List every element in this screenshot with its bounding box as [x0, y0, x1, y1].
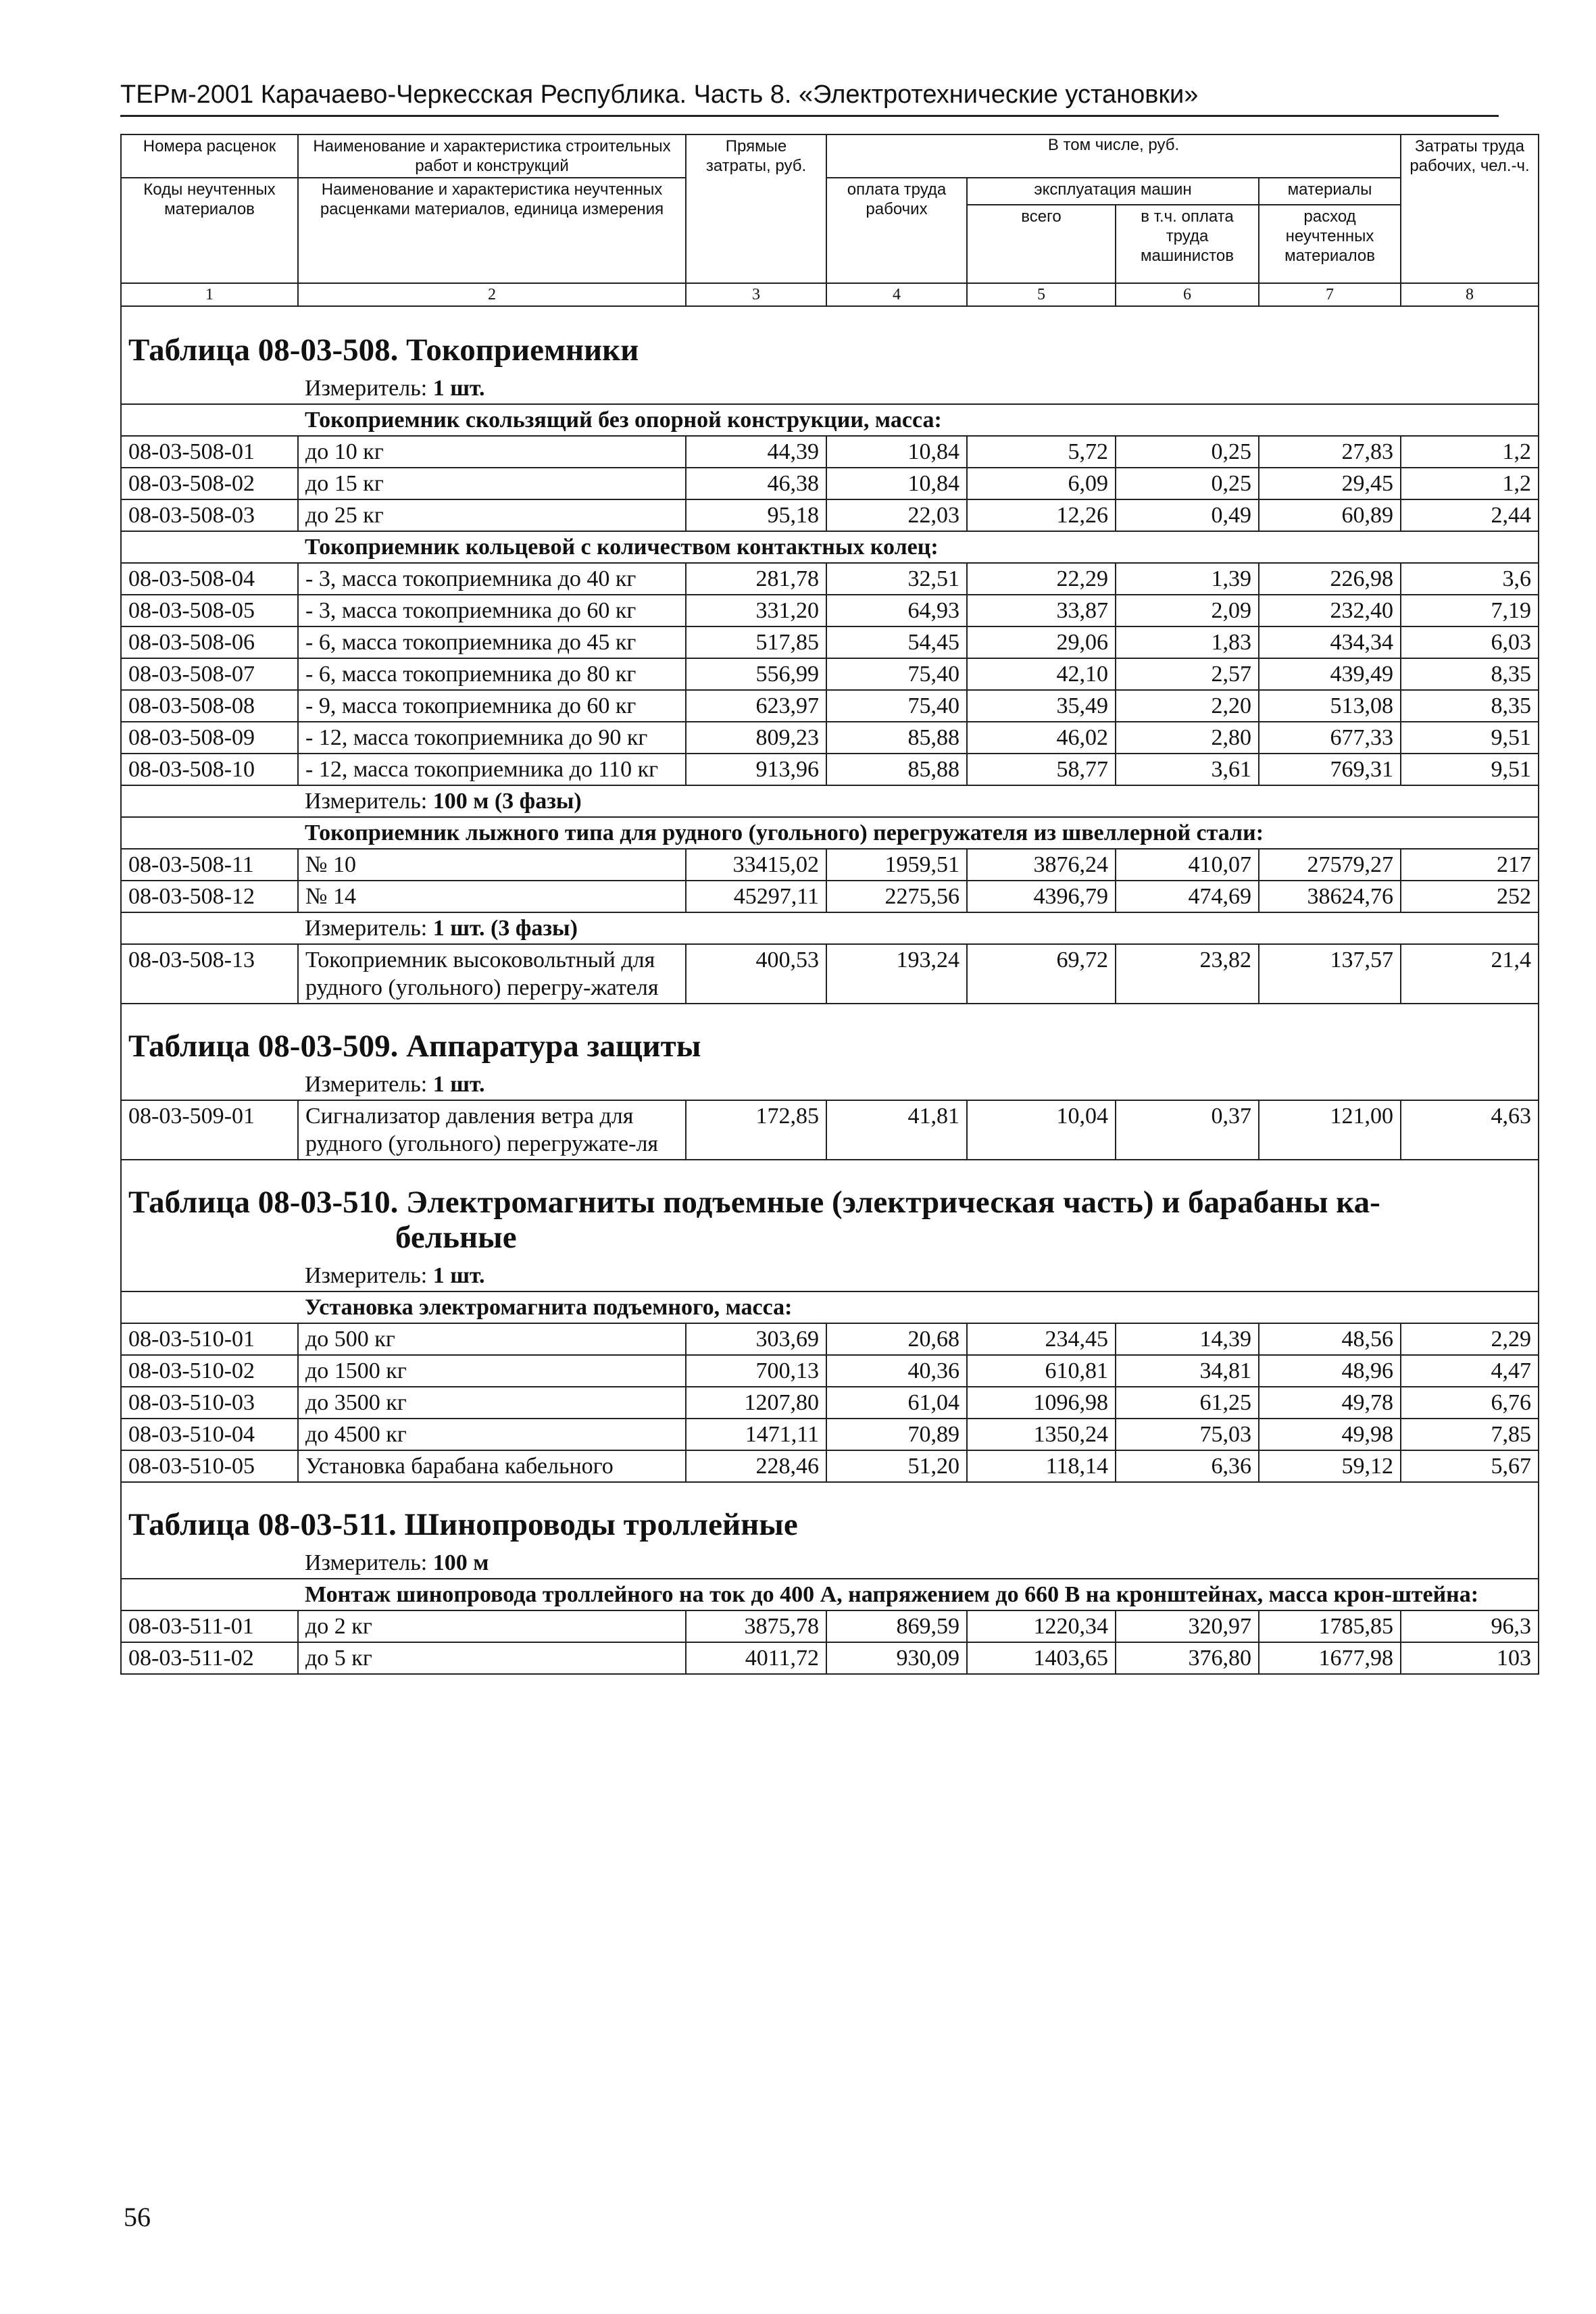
work-name: до 2 кг — [298, 1610, 686, 1642]
table-row — [121, 1100, 1539, 1160]
labor-hours: 9,51 — [1401, 754, 1539, 785]
operator-pay: 2,80 — [1116, 722, 1259, 754]
work-name: Установка барабана кабельного — [298, 1450, 686, 1482]
materials-cost: 29,45 — [1259, 468, 1401, 499]
direct-costs: 33415,02 — [686, 849, 826, 881]
group-row — [121, 1579, 1539, 1610]
work-name: - 9, масса токоприемника до 60 кг — [298, 690, 686, 722]
unit-row — [121, 1069, 1539, 1100]
col-number: 4 — [826, 283, 967, 306]
col-number: 3 — [686, 283, 826, 306]
table-row — [121, 658, 1539, 690]
direct-costs: 44,39 — [686, 436, 826, 468]
operator-pay: 1,83 — [1116, 626, 1259, 658]
operator-pay: 34,81 — [1116, 1355, 1259, 1387]
worker-pay: 61,04 — [826, 1387, 967, 1419]
rows-509 — [121, 1100, 1539, 1160]
table-row — [121, 1323, 1539, 1355]
group-heading: Монтаж шинопровода троллейного на ток до 400 А, напряжением до 660 В на кронштейнах, масса крон-штейна: — [298, 1579, 1539, 1610]
machines-total: 1350,24 — [967, 1419, 1116, 1450]
work-name: - 12, масса токоприемника до 110 кг — [298, 754, 686, 785]
table-509-title-row — [121, 1004, 1539, 1069]
machines-total: 118,14 — [967, 1450, 1116, 1482]
rate-code: 08-03-508-08 — [121, 690, 298, 722]
table-row — [121, 1610, 1539, 1642]
machines-total: 4396,79 — [967, 881, 1116, 912]
table-row — [121, 499, 1539, 531]
unit-label: Измеритель: 1 шт. — [298, 373, 1539, 404]
unit-row — [121, 1260, 1539, 1291]
unit-label: Измеритель: 1 шт. (3 фазы) — [298, 912, 1539, 944]
materials-cost: 232,40 — [1259, 595, 1401, 626]
table-row — [121, 944, 1539, 1004]
col-header-material-name: Наименование и характеристика неучтенных расценками материалов, единица измерения — [298, 178, 686, 283]
direct-costs: 700,13 — [686, 1355, 826, 1387]
labor-hours: 96,3 — [1401, 1610, 1539, 1642]
column-header-row-2 — [121, 178, 1539, 205]
worker-pay: 70,89 — [826, 1419, 967, 1450]
direct-costs: 331,20 — [686, 595, 826, 626]
rate-code: 08-03-508-09 — [121, 722, 298, 754]
rate-code: 08-03-510-01 — [121, 1323, 298, 1355]
direct-costs: 46,38 — [686, 468, 826, 499]
labor-hours: 252 — [1401, 881, 1539, 912]
worker-pay: 85,88 — [826, 754, 967, 785]
work-name: № 14 — [298, 881, 686, 912]
group-heading: Токоприемник кольцевой с количеством контактных колец: — [298, 531, 1539, 563]
materials-cost: 137,57 — [1259, 944, 1401, 1004]
operator-pay: 0,37 — [1116, 1100, 1259, 1160]
table-title: Таблица 08-03-509. Аппаратура защиты — [121, 1004, 1539, 1069]
worker-pay: 41,81 — [826, 1100, 967, 1160]
materials-cost: 49,98 — [1259, 1419, 1401, 1450]
worker-pay: 930,09 — [826, 1642, 967, 1674]
worker-pay: 193,24 — [826, 944, 967, 1004]
machines-total: 46,02 — [967, 722, 1116, 754]
materials-cost: 27579,27 — [1259, 849, 1401, 881]
work-name: Сигнализатор давления ветра для рудного (угольного) перегружате-ля — [298, 1100, 686, 1160]
machines-total: 5,72 — [967, 436, 1116, 468]
operator-pay: 320,97 — [1116, 1610, 1259, 1642]
rate-code: 08-03-510-03 — [121, 1387, 298, 1419]
rows-511 — [121, 1610, 1539, 1674]
table-row — [121, 1387, 1539, 1419]
work-name: - 6, масса токоприемника до 45 кг — [298, 626, 686, 658]
machines-total: 10,04 — [967, 1100, 1116, 1160]
operator-pay: 6,36 — [1116, 1450, 1259, 1482]
labor-hours: 217 — [1401, 849, 1539, 881]
worker-pay: 1959,51 — [826, 849, 967, 881]
worker-pay: 20,68 — [826, 1323, 967, 1355]
machines-total: 42,10 — [967, 658, 1116, 690]
machines-total: 6,09 — [967, 468, 1116, 499]
direct-costs: 303,69 — [686, 1323, 826, 1355]
materials-cost: 48,96 — [1259, 1355, 1401, 1387]
table-510-title-row — [121, 1160, 1539, 1260]
work-name: до 1500 кг — [298, 1355, 686, 1387]
column-header-row-1 — [121, 134, 1539, 178]
worker-pay: 2275,56 — [826, 881, 967, 912]
rate-code: 08-03-508-06 — [121, 626, 298, 658]
machines-total: 610,81 — [967, 1355, 1116, 1387]
col-number: 1 — [121, 283, 298, 306]
col-number: 8 — [1401, 283, 1539, 306]
labor-hours: 2,44 — [1401, 499, 1539, 531]
rate-code: 08-03-510-02 — [121, 1355, 298, 1387]
direct-costs: 228,46 — [686, 1450, 826, 1482]
operator-pay: 2,20 — [1116, 690, 1259, 722]
rate-code: 08-03-508-10 — [121, 754, 298, 785]
machines-total: 58,77 — [967, 754, 1116, 785]
group-row — [121, 404, 1539, 436]
table-row — [121, 595, 1539, 626]
col-header-material-codes: Коды неучтенных материалов — [121, 178, 298, 283]
work-name: до 4500 кг — [298, 1419, 686, 1450]
direct-costs: 517,85 — [686, 626, 826, 658]
operator-pay: 3,61 — [1116, 754, 1259, 785]
materials-cost: 48,56 — [1259, 1323, 1401, 1355]
rows-508-c — [121, 849, 1539, 912]
table-row — [121, 690, 1539, 722]
worker-pay: 40,36 — [826, 1355, 967, 1387]
materials-cost: 49,78 — [1259, 1387, 1401, 1419]
col-number: 5 — [967, 283, 1116, 306]
col-header-work-name: Наименование и характеристика строительных работ и конструкций — [298, 134, 686, 178]
unit-label: Измеритель: 1 шт. — [298, 1069, 1539, 1100]
rate-code: 08-03-508-11 — [121, 849, 298, 881]
operator-pay: 0,25 — [1116, 436, 1259, 468]
operator-pay: 410,07 — [1116, 849, 1259, 881]
labor-hours: 4,63 — [1401, 1100, 1539, 1160]
operator-pay: 376,80 — [1116, 1642, 1259, 1674]
direct-costs: 45297,11 — [686, 881, 826, 912]
materials-cost: 59,12 — [1259, 1450, 1401, 1482]
table-508-title-row — [121, 306, 1539, 373]
worker-pay: 22,03 — [826, 499, 967, 531]
machines-total: 22,29 — [967, 563, 1116, 595]
col-number: 6 — [1116, 283, 1259, 306]
materials-cost: 1785,85 — [1259, 1610, 1401, 1642]
materials-cost: 1677,98 — [1259, 1642, 1401, 1674]
rate-code: 08-03-508-03 — [121, 499, 298, 531]
operator-pay: 14,39 — [1116, 1323, 1259, 1355]
operator-pay: 474,69 — [1116, 881, 1259, 912]
rows-508-b — [121, 563, 1539, 785]
work-name: до 3500 кг — [298, 1387, 686, 1419]
rows-508-a — [121, 436, 1539, 531]
table-row — [121, 626, 1539, 658]
machines-total: 1220,34 — [967, 1610, 1116, 1642]
worker-pay: 75,40 — [826, 690, 967, 722]
operator-pay: 1,39 — [1116, 563, 1259, 595]
rows-508-d — [121, 944, 1539, 1004]
work-name: - 3, масса токоприемника до 60 кг — [298, 595, 686, 626]
machines-total: 69,72 — [967, 944, 1116, 1004]
table-511-title-row — [121, 1482, 1539, 1548]
materials-cost: 769,31 — [1259, 754, 1401, 785]
materials-cost: 434,34 — [1259, 626, 1401, 658]
unit-label: Измеритель: 100 м — [298, 1548, 1539, 1579]
unit-label: Измеритель: 100 м (3 фазы) — [298, 785, 1539, 817]
running-title: ТЕРм-2001 Карачаево-Черкесская Республика. Часть 8. «Электротехнические установки» — [120, 80, 1499, 117]
col-header-worker-pay: оплата труда рабочих — [826, 178, 967, 283]
table-title: Таблица 08-03-510. Электромагниты подъемные (электрическая часть) и барабаны ка- бельные — [121, 1160, 1539, 1260]
labor-hours: 8,35 — [1401, 690, 1539, 722]
work-name: Токоприемник высоковольтный для рудного (угольного) перегру-жателя — [298, 944, 686, 1004]
group-row — [121, 531, 1539, 563]
rate-code: 08-03-508-02 — [121, 468, 298, 499]
worker-pay: 54,45 — [826, 626, 967, 658]
labor-hours: 5,67 — [1401, 1450, 1539, 1482]
table-row — [121, 1355, 1539, 1387]
labor-hours: 103 — [1401, 1642, 1539, 1674]
worker-pay: 85,88 — [826, 722, 967, 754]
table-row — [121, 722, 1539, 754]
materials-cost: 121,00 — [1259, 1100, 1401, 1160]
rate-code: 08-03-508-12 — [121, 881, 298, 912]
labor-hours: 4,47 — [1401, 1355, 1539, 1387]
operator-pay: 23,82 — [1116, 944, 1259, 1004]
page-number: 56 — [124, 2202, 151, 2232]
operator-pay: 2,09 — [1116, 595, 1259, 626]
direct-costs: 913,96 — [686, 754, 826, 785]
operator-pay: 2,57 — [1116, 658, 1259, 690]
worker-pay: 10,84 — [826, 468, 967, 499]
col-header-labor-hours: Затраты труда рабочих, чел.-ч. — [1401, 134, 1539, 283]
rows-510 — [121, 1323, 1539, 1450]
table-row — [121, 468, 1539, 499]
column-number-row — [121, 283, 1539, 306]
group-heading: Токоприемник лыжного типа для рудного (угольного) перегружателя из швеллерной стали: — [298, 817, 1539, 849]
unit-row — [121, 912, 1539, 944]
labor-hours: 8,35 — [1401, 658, 1539, 690]
operator-pay: 61,25 — [1116, 1387, 1259, 1419]
table-row — [121, 1419, 1539, 1450]
direct-costs: 1207,80 — [686, 1387, 826, 1419]
col-header-unaccounted-materials: расход неучтенных материалов — [1259, 205, 1401, 283]
col-header-direct-costs: Прямые затраты, руб. — [686, 134, 826, 283]
rate-code: 08-03-508-13 — [121, 944, 298, 1004]
work-name: до 500 кг — [298, 1323, 686, 1355]
col-header-including: В том числе, руб. — [826, 134, 1401, 178]
table-row — [121, 849, 1539, 881]
machines-total: 1403,65 — [967, 1642, 1116, 1674]
direct-costs: 809,23 — [686, 722, 826, 754]
unit-row — [121, 785, 1539, 817]
machines-total: 234,45 — [967, 1323, 1116, 1355]
rate-code: 08-03-508-07 — [121, 658, 298, 690]
labor-hours: 1,2 — [1401, 468, 1539, 499]
col-header-machines: эксплуатация машин — [967, 178, 1259, 205]
group-heading: Токоприемник скользящий без опорной конструкции, масса: — [298, 404, 1539, 436]
labor-hours: 7,85 — [1401, 1419, 1539, 1450]
labor-hours: 3,6 — [1401, 563, 1539, 595]
direct-costs: 623,97 — [686, 690, 826, 722]
machines-total: 1096,98 — [967, 1387, 1116, 1419]
direct-costs: 4011,72 — [686, 1642, 826, 1674]
materials-cost: 38624,76 — [1259, 881, 1401, 912]
work-name: № 10 — [298, 849, 686, 881]
table-row — [121, 1642, 1539, 1674]
work-name: - 6, масса токоприемника до 80 кг — [298, 658, 686, 690]
direct-costs: 400,53 — [686, 944, 826, 1004]
direct-costs: 281,78 — [686, 563, 826, 595]
operator-pay: 0,49 — [1116, 499, 1259, 531]
materials-cost: 677,33 — [1259, 722, 1401, 754]
machines-total: 35,49 — [967, 690, 1116, 722]
table-title: Таблица 08-03-511. Шинопроводы троллейные — [121, 1482, 1539, 1548]
rows-510-b — [121, 1450, 1539, 1482]
unit-row — [121, 1548, 1539, 1579]
worker-pay: 32,51 — [826, 563, 967, 595]
work-name: до 15 кг — [298, 468, 686, 499]
group-heading: Установка электромагнита подъемного, масса: — [298, 1291, 1539, 1323]
group-row — [121, 1291, 1539, 1323]
table-row — [121, 563, 1539, 595]
rates-table — [120, 134, 1539, 1675]
worker-pay: 64,93 — [826, 595, 967, 626]
table-row — [121, 1450, 1539, 1482]
col-header-rate-number: Номера расценок — [121, 134, 298, 178]
col-header-materials: материалы — [1259, 178, 1401, 205]
worker-pay: 10,84 — [826, 436, 967, 468]
unit-row — [121, 373, 1539, 404]
labor-hours: 9,51 — [1401, 722, 1539, 754]
labor-hours: 6,03 — [1401, 626, 1539, 658]
machines-total: 3876,24 — [967, 849, 1116, 881]
machines-total: 29,06 — [967, 626, 1116, 658]
rate-code: 08-03-509-01 — [121, 1100, 298, 1160]
rate-code: 08-03-510-05 — [121, 1450, 298, 1482]
labor-hours: 7,19 — [1401, 595, 1539, 626]
work-name: до 5 кг — [298, 1642, 686, 1674]
machines-total: 33,87 — [967, 595, 1116, 626]
rate-code: 08-03-508-05 — [121, 595, 298, 626]
col-number: 7 — [1259, 283, 1401, 306]
direct-costs: 556,99 — [686, 658, 826, 690]
operator-pay: 75,03 — [1116, 1419, 1259, 1450]
rate-code: 08-03-508-01 — [121, 436, 298, 468]
direct-costs: 3875,78 — [686, 1610, 826, 1642]
rate-code: 08-03-510-04 — [121, 1419, 298, 1450]
worker-pay: 75,40 — [826, 658, 967, 690]
rate-code: 08-03-508-04 — [121, 563, 298, 595]
machines-total: 12,26 — [967, 499, 1116, 531]
materials-cost: 226,98 — [1259, 563, 1401, 595]
direct-costs: 95,18 — [686, 499, 826, 531]
worker-pay: 51,20 — [826, 1450, 967, 1482]
table-row — [121, 754, 1539, 785]
work-name: - 12, масса токоприемника до 90 кг — [298, 722, 686, 754]
materials-cost: 439,49 — [1259, 658, 1401, 690]
direct-costs: 1471,11 — [686, 1419, 826, 1450]
col-number: 2 — [298, 283, 686, 306]
col-header-operator-pay: в т.ч. оплата труда машинистов — [1116, 205, 1259, 283]
rate-code: 08-03-511-01 — [121, 1610, 298, 1642]
work-name: до 10 кг — [298, 436, 686, 468]
labor-hours: 2,29 — [1401, 1323, 1539, 1355]
labor-hours: 6,76 — [1401, 1387, 1539, 1419]
table-title: Таблица 08-03-508. Токоприемники — [121, 306, 1539, 373]
work-name: - 3, масса токоприемника до 40 кг — [298, 563, 686, 595]
col-header-machines-total: всего — [967, 205, 1116, 283]
operator-pay: 0,25 — [1116, 468, 1259, 499]
rate-code: 08-03-511-02 — [121, 1642, 298, 1674]
direct-costs: 172,85 — [686, 1100, 826, 1160]
table-row — [121, 436, 1539, 468]
work-name: до 25 кг — [298, 499, 686, 531]
labor-hours: 1,2 — [1401, 436, 1539, 468]
worker-pay: 869,59 — [826, 1610, 967, 1642]
table-row — [121, 881, 1539, 912]
materials-cost: 27,83 — [1259, 436, 1401, 468]
unit-label: Измеритель: 1 шт. — [298, 1260, 1539, 1291]
group-row — [121, 817, 1539, 849]
labor-hours: 21,4 — [1401, 944, 1539, 1004]
materials-cost: 60,89 — [1259, 499, 1401, 531]
materials-cost: 513,08 — [1259, 690, 1401, 722]
